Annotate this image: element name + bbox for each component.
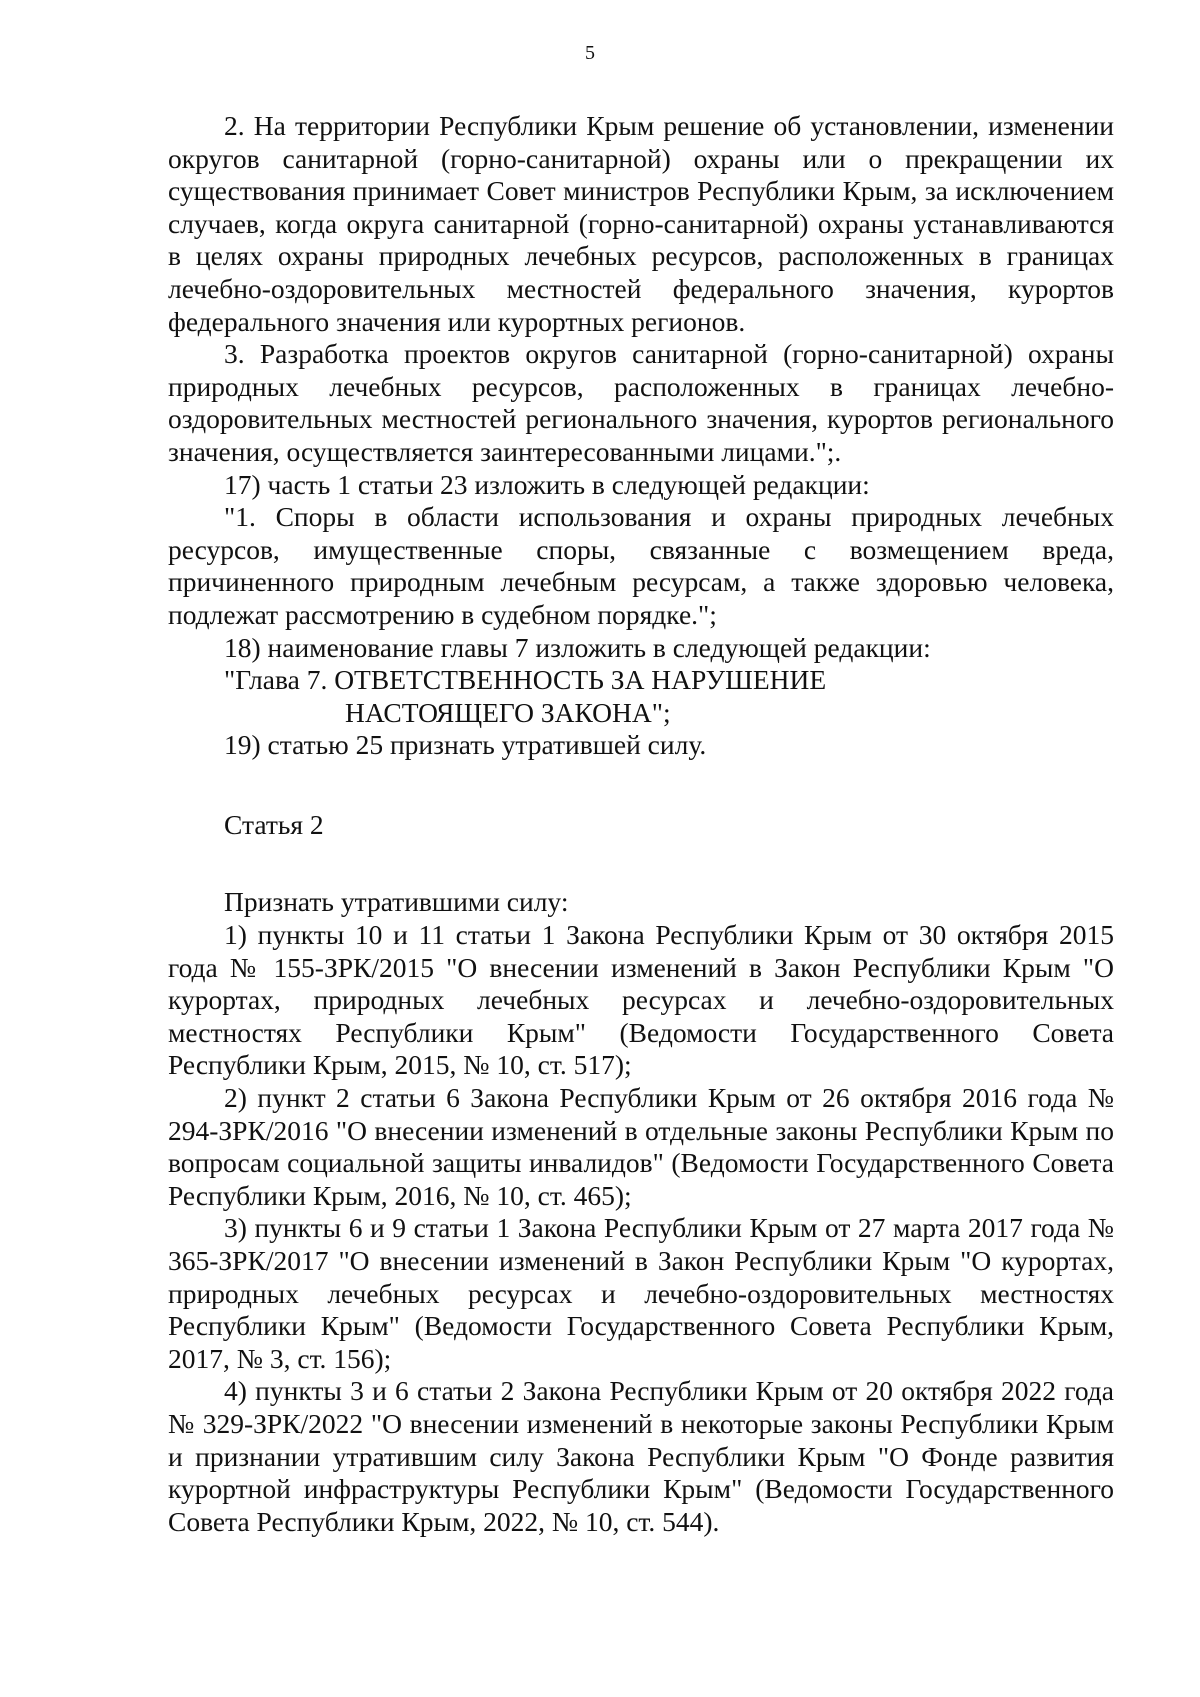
chapter-7-title-line-1: "Глава 7. ОТВЕТСТВЕННОСТЬ ЗА НАРУШЕНИЕ [224, 664, 827, 696]
chapter-7-title-line-2: НАСТОЯЩЕГО ЗАКОНА"; [345, 696, 671, 728]
page-number: 5 [585, 42, 595, 64]
article-2-item-3: 3) пункты 6 и 9 статьи 1 Закона Республики Крым от 27 марта 2017 года № 365-ЗРК/2017 "О внесении изменений в Закон Республики Крым "О курортах, природных лечебных ресурсах и лечебно-оздоровительных местностях Республики Крым" (Ведомости Государственного Совета Республики Крым, 2017, № 3, ст. 156); [168, 1212, 1114, 1374]
chapter-7-title [168, 664, 1114, 729]
paragraph-part-3: 3. Разработка проектов округов санитарной (горно-санитарной) охраны природных лечебных ресурсов, расположенных в границах лечебно-оздоровительных местностей регионального значения, курортов регионального значения, осуществляется заинтересованными лицами.";. [168, 338, 1114, 467]
article-2-heading: Статья 2 [224, 808, 324, 840]
article-2-lead: Признать утратившими силу: [224, 886, 569, 918]
article-2-item-4: 4) пункты 3 и 6 статьи 2 Закона Республики Крым от 20 октября 2022 года № 329-ЗРК/2022 "О внесении изменений в некоторые законы Республики Крым и признании утратившим силу Закона Республики Крым "О Фонде развития курортной инфраструктуры Республики Крым" (Ведомости Государственного Совета Республики Крым, 2022, № 10, ст. 544). [168, 1375, 1114, 1537]
article-2-item-2: 2) пункт 2 статьи 6 Закона Республики Крым от 26 октября 2016 года № 294-ЗРК/2016 "О внесении изменений в отдельные законы Республики Крым по вопросам социальной защиты инвалидов" (Ведомости Государственного Совета Республики Крым, 2016, № 10, ст. 465); [168, 1082, 1114, 1211]
document-body [168, 110, 1114, 1538]
paragraph-item-19: 19) статью 25 признать утратившей силу. [224, 729, 707, 761]
paragraph-item-18: 18) наименование главы 7 изложить в следующей редакции: [224, 631, 931, 663]
paragraph-article-23-text: "1. Споры в области использования и охраны природных лечебных ресурсов, имущественные споры, связанные с возмещением вреда, причиненного природным лечебным ресурсам, а также здоровью человека, подлежат рассмотрению в судебном порядке."; [168, 501, 1114, 630]
paragraph-item-17: 17) часть 1 статьи 23 изложить в следующей редакции: [224, 468, 870, 500]
paragraph-part-2: 2. На территории Республики Крым решение об установлении, изменении округов санитарной (горно-санитарной) охраны или о прекращении их существования принимает Совет министров Республики Крым, за исключением случаев, когда округа санитарной (горно-санитарной) охраны устанавливаются в целях охраны природных лечебных ресурсов, расположенных в границах лечебно-оздоровительных местностей федерального значения, курортов федерального значения или курортных регионов. [168, 110, 1114, 337]
article-2-item-1: 1) пункты 10 и 11 статьи 1 Закона Республики Крым от 30 октября 2015 года № 155-ЗРК/2015 "О внесении изменений в Закон Республики Крым "О курортах, природных лечебных ресурсах и лечебно-оздоровительных местностях Республики Крым" (Ведомости Государственного Совета Республики Крым, 2015, № 10, ст. 517); [168, 919, 1114, 1081]
